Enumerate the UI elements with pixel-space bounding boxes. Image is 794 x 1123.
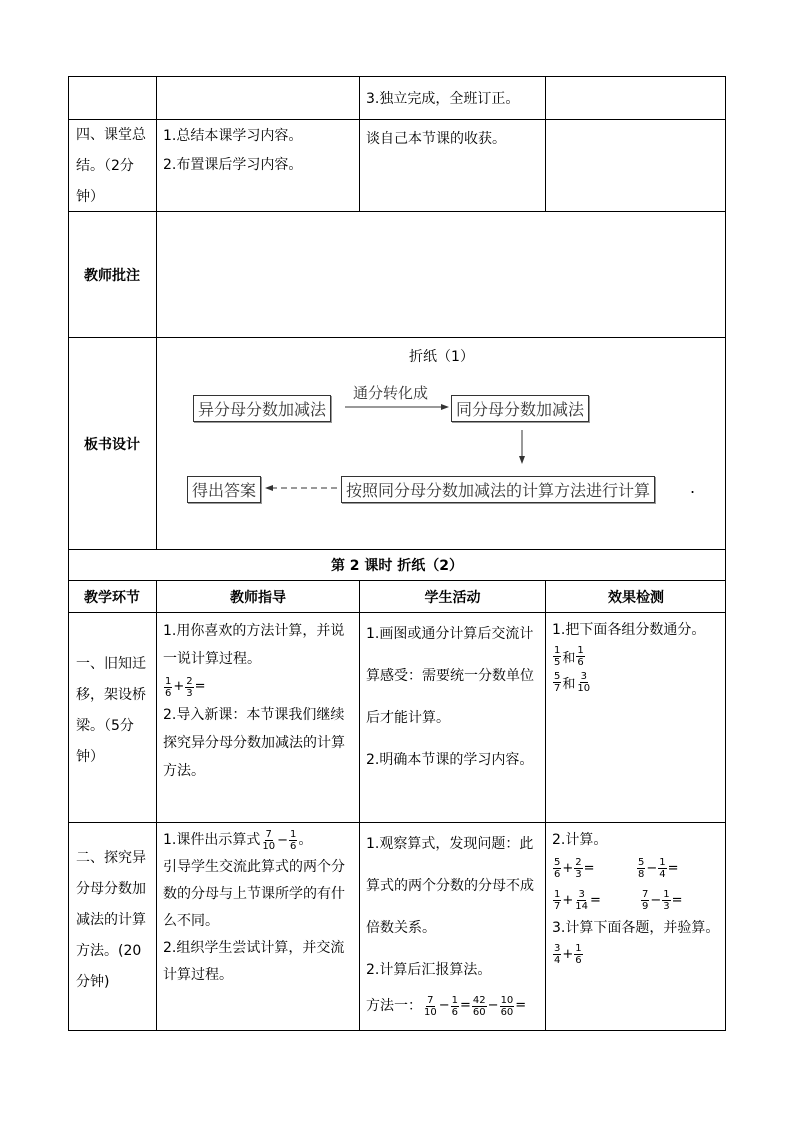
student-activity-cell: 谈自己本节课的收获。	[359, 120, 545, 211]
table-row	[68, 120, 726, 212]
math-expression: $\frac{1}{6}$ + $\frac{2}{3}$ =	[165, 675, 206, 699]
stage-cell: 四、课堂总结。（2分钟）	[76, 127, 146, 205]
table-row	[68, 823, 726, 1031]
box-unlike-denominator: 异分母分数加减法	[193, 395, 331, 422]
header-teacher-guide: 教师指导	[156, 581, 359, 612]
table-header-row	[68, 581, 726, 613]
table-row	[68, 76, 726, 120]
header-student-activity: 学生活动	[359, 581, 545, 612]
box-method: 按照同分母分数加减法的计算方法进行计算	[341, 476, 655, 503]
teacher-notes-label: 教师批注	[84, 267, 140, 284]
teacher-notes-area	[156, 212, 726, 337]
box-answer: 得出答案	[187, 476, 261, 503]
stage-cell: 二、探究异分母分数加减法的计算方法。(20分钟)	[76, 850, 146, 990]
stage-cell: 一、旧知迁移，架设桥梁。（5分钟）	[76, 656, 146, 765]
effect-check-cell: 2.计算。 $\frac{5}{6}$ + $\frac{2}{3}$ = $\frac{5}{8}$ − $\frac{1}{4}$ = $\frac{1}{7}$ + $\frac{3}{14}$ = $\frac{7}{9}$ − $\frac{1}{3}$ = 3.计算下面各题，并验算。 $\frac{3}{4}$ + $\frac{1}{6}$	[545, 823, 726, 1031]
teacher-guide-cell: 1.课件出示算式 $\frac{7}{10}$ − $\frac{1}{6}$ 。 引导学生交流此算式的两个分数的分母与上节课所学的有什么不同。 2.组织学生尝试计算，并交流计算过程。	[156, 823, 359, 1031]
student-activity-cell: 1.观察算式，发现问题：此算式的两个分数的分母不成倍数关系。 2.计算后汇报算法。 方法一： $\frac{7}{10}$ − $\frac{1}{6}$ = $\frac{42}{60}$ − $\frac{10}{60}$ =	[359, 823, 545, 1031]
board-period: .	[690, 478, 696, 497]
board-design-area	[156, 338, 726, 549]
teacher-guide-cell: 1.用你喜欢的方法计算，并说一说计算过程。 $\frac{1}{6}$ + $\frac{2}{3}$ = 2.导入新课：本节课我们继续探究异分母分数加减法的计算方法。	[156, 613, 359, 822]
table-row	[68, 550, 726, 581]
board-title: 折纸（1）	[409, 349, 474, 365]
lesson-plan-table	[68, 76, 726, 1031]
header-effect-check: 效果检测	[545, 581, 726, 612]
student-activity-cell: 1.画图或通分计算后交流计算感受：需要统一分数单位后才能计算。 2.明确本节课的学习内容。	[359, 613, 545, 822]
effect-check-cell: 1.把下面各组分数通分。 $\frac{1}{5}$ 和 $\frac{1}{6}$ $\frac{5}{7}$ 和 $\frac{3}{10}$	[545, 613, 726, 822]
board-arrows	[157, 338, 727, 550]
student-activity-cell: 3.独立完成，全班订正。	[359, 76, 545, 119]
header-stage: 教学环节	[84, 589, 140, 606]
box-like-denominator: 同分母分数加减法	[451, 395, 589, 422]
table-row	[68, 613, 726, 823]
teacher-guide-cell: 1.总结本课学习内容。 2.布置课后学习内容。	[156, 120, 359, 211]
arrow-label: 通分转化成	[353, 384, 429, 402]
table-row	[68, 212, 726, 338]
board-design-label: 板书设计	[84, 436, 140, 453]
lesson2-title: 第 2 课时 折纸（2）	[330, 558, 464, 574]
table-row	[68, 338, 726, 550]
method-one-expression: 方法一： $\frac{7}{10}$ − $\frac{1}{6}$ = $\frac{42}{60}$ − $\frac{10}{60}$ =	[366, 994, 527, 1018]
